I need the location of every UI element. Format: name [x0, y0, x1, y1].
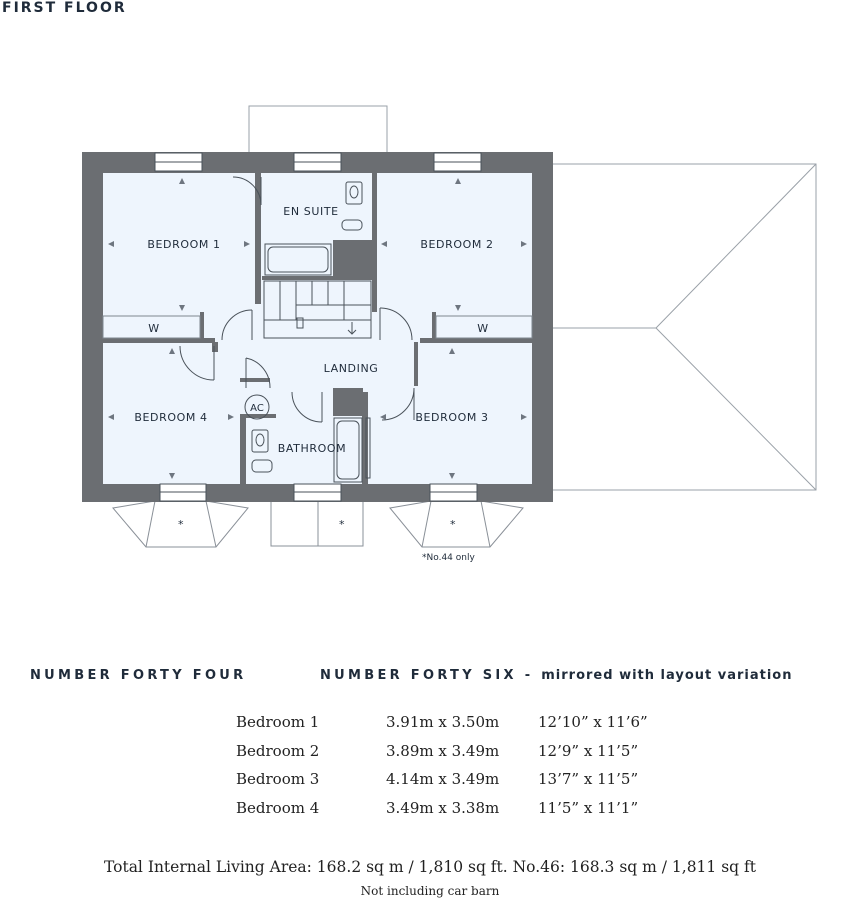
bay-note: *No.44 only	[422, 553, 475, 563]
room-imperial: 13’7” x 11’5”	[538, 770, 639, 789]
room-name: Bedroom 4	[236, 798, 320, 817]
table-row	[230, 737, 648, 766]
room-label-bedroom-4: BEDROOM 4	[134, 411, 208, 424]
room-imperial: 12’10” x 11’6”	[538, 713, 648, 732]
room-label-landing: LANDING	[323, 362, 379, 375]
table-row	[230, 708, 648, 737]
bay-marker-middle: *	[338, 518, 346, 531]
house-title-46	[320, 668, 793, 683]
wardrobe-label-left: W	[148, 322, 160, 335]
room-name: Bedroom 3	[236, 770, 320, 789]
total-area: Total Internal Living Area: 168.2 sq m / 1,810 sq ft. No.46: 168.3 sq m / 1,811 sq ft	[104, 858, 756, 876]
room-label-bathroom: BATHROOM	[277, 442, 347, 455]
area-note: Not including car barn	[360, 884, 500, 898]
floor-title: FIRST FLOOR	[2, 0, 127, 16]
bay-marker-right: *	[449, 518, 457, 531]
room-metric: 4.14m x 3.49m	[386, 770, 500, 789]
room-metric: 3.49m x 3.38m	[386, 798, 500, 817]
bay-marker-left: *	[177, 518, 185, 531]
room-label-bedroom-1: BEDROOM 1	[147, 238, 221, 251]
room-label-bedroom-2: BEDROOM 2	[420, 238, 494, 251]
room-label-bedroom-3: BEDROOM 3	[415, 411, 489, 424]
table-row	[230, 794, 648, 823]
room-imperial: 11’5” x 11’1”	[538, 798, 639, 817]
bay-windows	[113, 501, 523, 547]
room-metric: 3.91m x 3.50m	[386, 713, 500, 732]
room-metric: 3.89m x 3.49m	[386, 741, 500, 760]
dimensions-table	[230, 708, 648, 822]
room-label-en-suite: EN SUITE	[283, 205, 339, 218]
room-name: Bedroom 1	[236, 713, 320, 732]
room-name: Bedroom 2	[236, 741, 320, 760]
house-title-46-name: NUMBER FORTY SIX -	[320, 668, 534, 683]
room-imperial: 12’9” x 11’5”	[538, 741, 639, 760]
house-title-44: NUMBER FORTY FOUR	[30, 668, 247, 683]
table-row	[230, 765, 648, 794]
wardrobe-label-right: W	[477, 322, 489, 335]
airing-cupboard-label: AC	[250, 403, 264, 414]
house-title-46-variation: mirrored with layout variation	[541, 668, 793, 683]
